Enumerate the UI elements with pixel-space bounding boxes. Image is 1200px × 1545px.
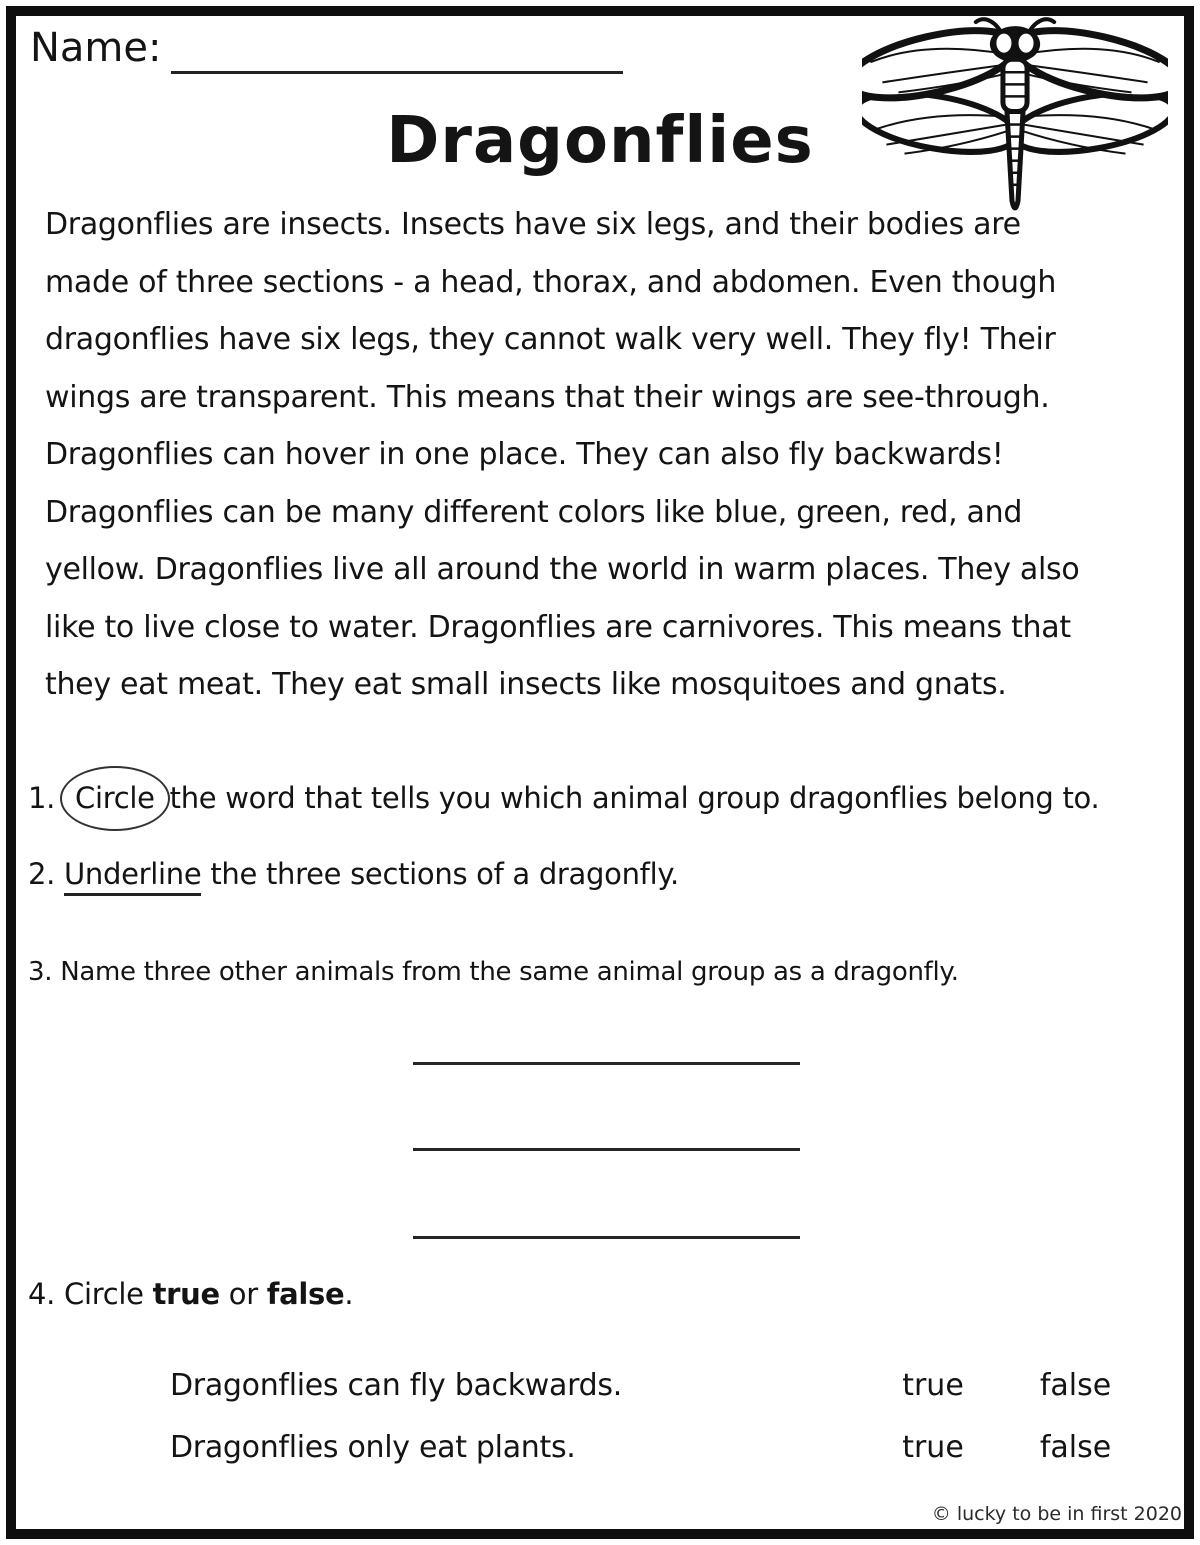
question-2-text: the three sections of a dragonfly. xyxy=(210,857,679,891)
passage-line: Dragonflies are insects. Insects have six legs, and their bodies are xyxy=(45,207,1021,242)
answer-line-2[interactable] xyxy=(413,1148,800,1151)
page-title: Dragonflies xyxy=(386,104,814,178)
question-4-prefix: Circle xyxy=(64,1277,144,1311)
question-2-underlined-word: Underline xyxy=(64,859,201,896)
tf-option-true[interactable]: true xyxy=(902,1430,964,1465)
tf-statement: Dragonflies can fly backwards. xyxy=(170,1368,622,1403)
passage-line: yellow. Dragonflies live all around the world in warm places. They also xyxy=(45,552,1080,587)
question-3-text: Name three other animals from the same animal group as a dragonfly. xyxy=(60,957,959,987)
answer-line-3[interactable] xyxy=(413,1236,800,1239)
question-1 xyxy=(28,778,1099,818)
question-1-number: 1. xyxy=(28,781,56,815)
question-2-number: 2. xyxy=(28,857,56,891)
passage-line: they eat meat. They eat small insects like mosquitoes and gnats. xyxy=(45,667,1007,702)
tf-option-false[interactable]: false xyxy=(1039,1430,1112,1465)
question-4-suffix: . xyxy=(344,1277,354,1311)
question-1-circled-word: Circle xyxy=(60,766,170,831)
question-3-number: 3. xyxy=(28,957,53,987)
passage-line: wings are transparent. This means that their wings are see-through. xyxy=(45,379,1050,415)
true-false-row xyxy=(0,1426,1200,1470)
passage-line: Dragonflies can be many different colors like blue, green, red, and xyxy=(45,494,1023,530)
tf-option-true[interactable]: true xyxy=(902,1368,964,1403)
tf-statement: Dragonflies only eat plants. xyxy=(170,1430,576,1465)
passage-line: Dragonflies can hover in one place. They can also fly backwards! xyxy=(45,437,1004,472)
passage-line: made of three sections - a head, thorax, and abdomen. Even though xyxy=(45,264,1057,300)
copyright-credit: © lucky to be in first 2020 xyxy=(931,1503,1182,1525)
tf-option-false[interactable]: false xyxy=(1039,1368,1112,1403)
question-3 xyxy=(28,952,959,992)
question-4 xyxy=(28,1274,353,1314)
question-4-number: 4. xyxy=(28,1277,56,1311)
question-2 xyxy=(28,854,679,896)
name-label: Name: xyxy=(30,25,162,71)
name-row xyxy=(30,22,623,74)
name-input-line[interactable] xyxy=(171,28,623,74)
passage-line: like to live close to water. Dragonflies are carnivores. This means that xyxy=(45,609,1071,645)
question-4-conjunction: or xyxy=(228,1277,258,1311)
passage-line: dragonflies have six legs, they cannot walk very well. They fly! Their xyxy=(45,322,1056,357)
answer-line-1[interactable] xyxy=(413,1062,800,1065)
question-1-text: the word that tells you which animal group dragonflies belong to. xyxy=(169,781,1100,815)
reading-passage xyxy=(45,196,1160,714)
question-4-true-word: true xyxy=(152,1277,220,1311)
question-4-false-word: false xyxy=(266,1277,345,1311)
true-false-row xyxy=(0,1364,1200,1408)
